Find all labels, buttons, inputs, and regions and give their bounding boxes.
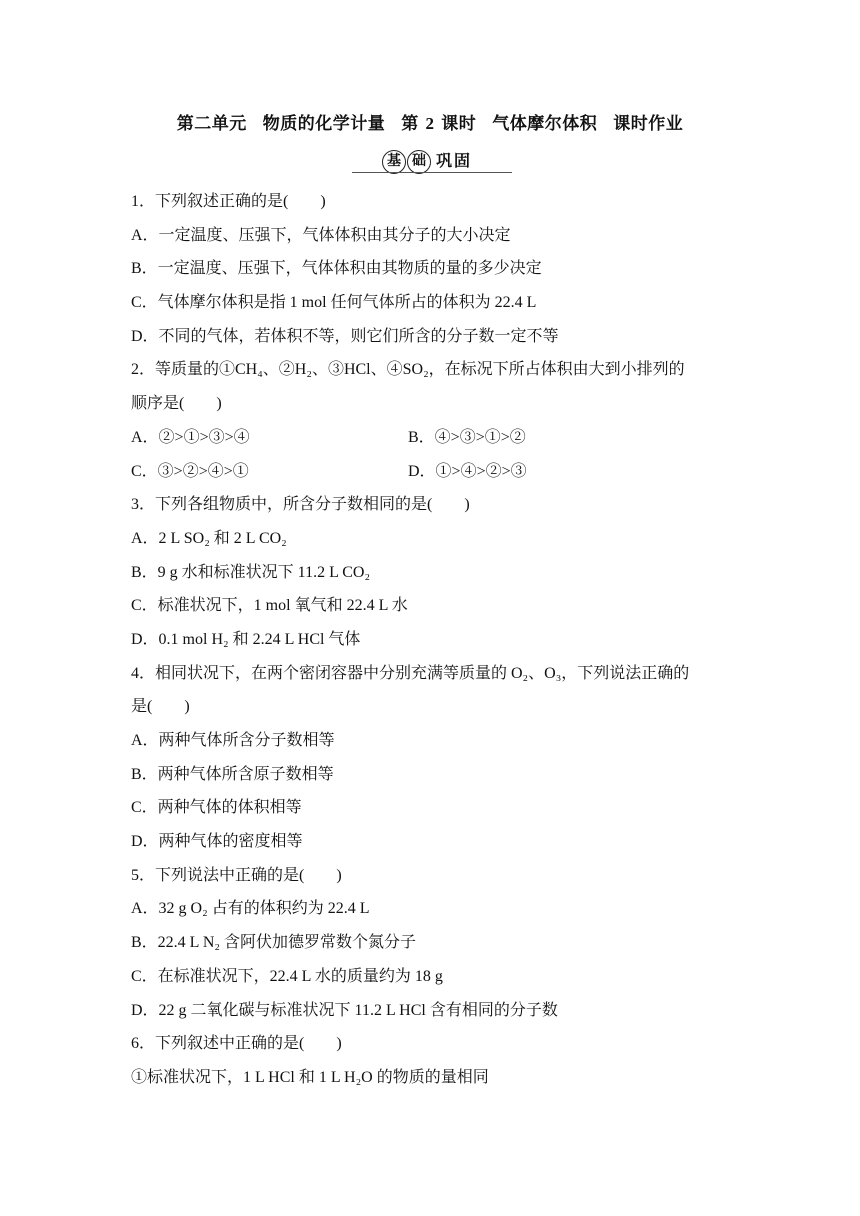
question-3-option-b: B．9 g 水和标准状况下 11.2 L CO₂ <box>131 563 371 581</box>
question-2-option-c: C．③>②>④>① <box>131 462 249 480</box>
question-5-option-d: D．22 g 二氧化碳与标准状况下 11.2 L HCl 含有相同的分子数 <box>131 1001 558 1019</box>
question-3-option-d: D．0.1 mol H₂ 和 2.24 L HCl 气体 <box>131 630 361 648</box>
question-1-option-a: A．一定温度、压强下，气体体积由其分子的大小决定 <box>131 226 511 244</box>
question-3-stem: 3．下列各组物质中，所含分子数相同的是( ) <box>131 496 470 514</box>
title-topic: 物质的化学计量 <box>262 114 386 133</box>
question-2-option-a: A．②>①>③>④ <box>131 428 250 446</box>
question-5-stem: 5．下列说法中正确的是( ) <box>131 866 342 884</box>
question-6-stem: 6．下列叙述中正确的是( ) <box>131 1035 342 1053</box>
badge-underline <box>352 172 512 173</box>
question-2-options-row-1 <box>131 421 741 455</box>
question-5-option-b: B．22.4 L N₂ 含阿伏加德罗常数个氮分子 <box>131 934 416 952</box>
badge-circle-2: 础 <box>407 150 431 174</box>
title-lesson: 第 2 课时 <box>401 114 477 133</box>
question-3-option-c: C．标准状况下，1 mol 氧气和 22.4 L 水 <box>131 597 408 615</box>
question-1-option-d: D．不同的气体，若体积不等，则它们所含的分子数一定不等 <box>131 327 559 345</box>
question-4-option-c: C．两种气体的体积相等 <box>131 799 302 817</box>
question-4-stem-cont: 是( ) <box>131 698 190 716</box>
question-6-item-1: ①标准状况下，1 L HCl 和 1 L H₂O 的物质的量相同 <box>131 1068 489 1086</box>
question-2-options-row-2 <box>131 455 741 489</box>
question-1-stem: 1．下列叙述正确的是( ) <box>131 193 326 210</box>
question-4-option-a: A．两种气体所含分子数相等 <box>131 732 335 749</box>
page-title <box>0 109 860 134</box>
question-4-option-d: D．两种气体的密度相等 <box>131 833 303 851</box>
question-2-stem-cont: 顺序是( ) <box>131 395 222 413</box>
badge-text: 巩固 <box>436 153 473 170</box>
question-1-option-c: C．气体摩尔体积是指 1 mol 任何气体所占的体积为 22.4 L <box>131 294 537 312</box>
question-4-option-b: B．两种气体所含原子数相等 <box>131 765 334 783</box>
question-5-option-a: A．32 g O₂ 占有的体积约为 22.4 L <box>131 900 370 918</box>
question-list <box>131 185 741 1095</box>
question-2-option-d: D．①>④>②>③ <box>408 462 527 480</box>
question-2-option-b: B．④>③>①>② <box>408 428 526 446</box>
title-subject: 气体摩尔体积 <box>492 114 598 133</box>
question-2-stem: 2．等质量的①CH₄、②H₂、③HCl、④SO₂，在标况下所占体积由大到小排列的 <box>131 361 685 379</box>
question-4-stem: 4．相同状况下，在两个密闭容器中分别充满等质量的 O₂、O₃，下列说法正确的 <box>131 664 690 682</box>
badge-circle-1: 基 <box>382 150 406 174</box>
question-3-option-a: A．2 L SO₂ 和 2 L CO₂ <box>131 529 287 547</box>
section-badge <box>352 148 512 176</box>
question-5-option-c: C．在标准状况下，22.4 L 水的质量约为 18 g <box>131 967 443 985</box>
title-unit: 第二单元 <box>176 114 247 133</box>
title-type: 课时作业 <box>613 114 684 133</box>
question-1-option-b: B．一定温度、压强下，气体体积由其物质的量的多少决定 <box>131 260 542 278</box>
